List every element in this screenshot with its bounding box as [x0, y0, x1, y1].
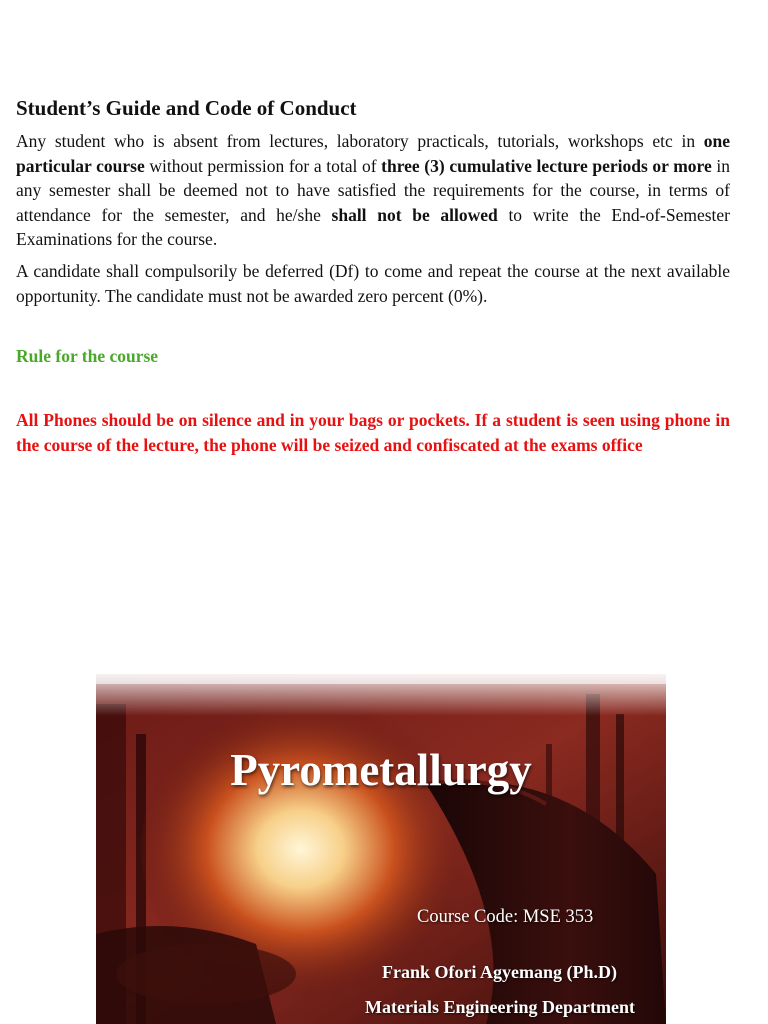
paragraph-text: in any semester shall be deemed not to have satisfied the requirements for the course, in terms of attendance for the semester, and he/she	[16, 155, 730, 225]
paragraph-text: Any student who is absent from lectures, laboratory practicals, tutorials, workshops etc in	[16, 131, 704, 151]
deferral-paragraph: A candidate shall compulsorily be deferred (Df) to come and repeat the course at the next available opportunity. The candidate must not be awarded zero percent (0%).	[16, 261, 730, 306]
bold-text: shall not be allowed	[331, 204, 498, 225]
rule-text: All Phones should be on silence and in your bags or pockets. If a student is seen using phone in the course of the lecture, the phone will be seized and confiscated at the exams office	[16, 410, 730, 455]
cover-title: Pyrometallurgy	[230, 745, 532, 795]
paragraph-text: without permission for a total of	[144, 155, 382, 176]
rule-heading: Rule for the course	[16, 346, 159, 366]
attendance-paragraph	[16, 129, 730, 252]
course-code: Course Code: MSE 353	[417, 907, 594, 927]
department-name: Materials Engineering Department	[365, 997, 635, 1017]
author-name: Frank Ofori Agyemang (Ph.D)	[382, 962, 617, 982]
page-title: Student’s Guide and Code of Conduct	[16, 96, 357, 120]
bold-text: three (3) cumulative lecture periods or more	[381, 155, 712, 176]
paragraph-text: to write the End-of-Semester Examinations for the course.	[16, 204, 730, 249]
bold-text: one particular course	[16, 131, 730, 176]
